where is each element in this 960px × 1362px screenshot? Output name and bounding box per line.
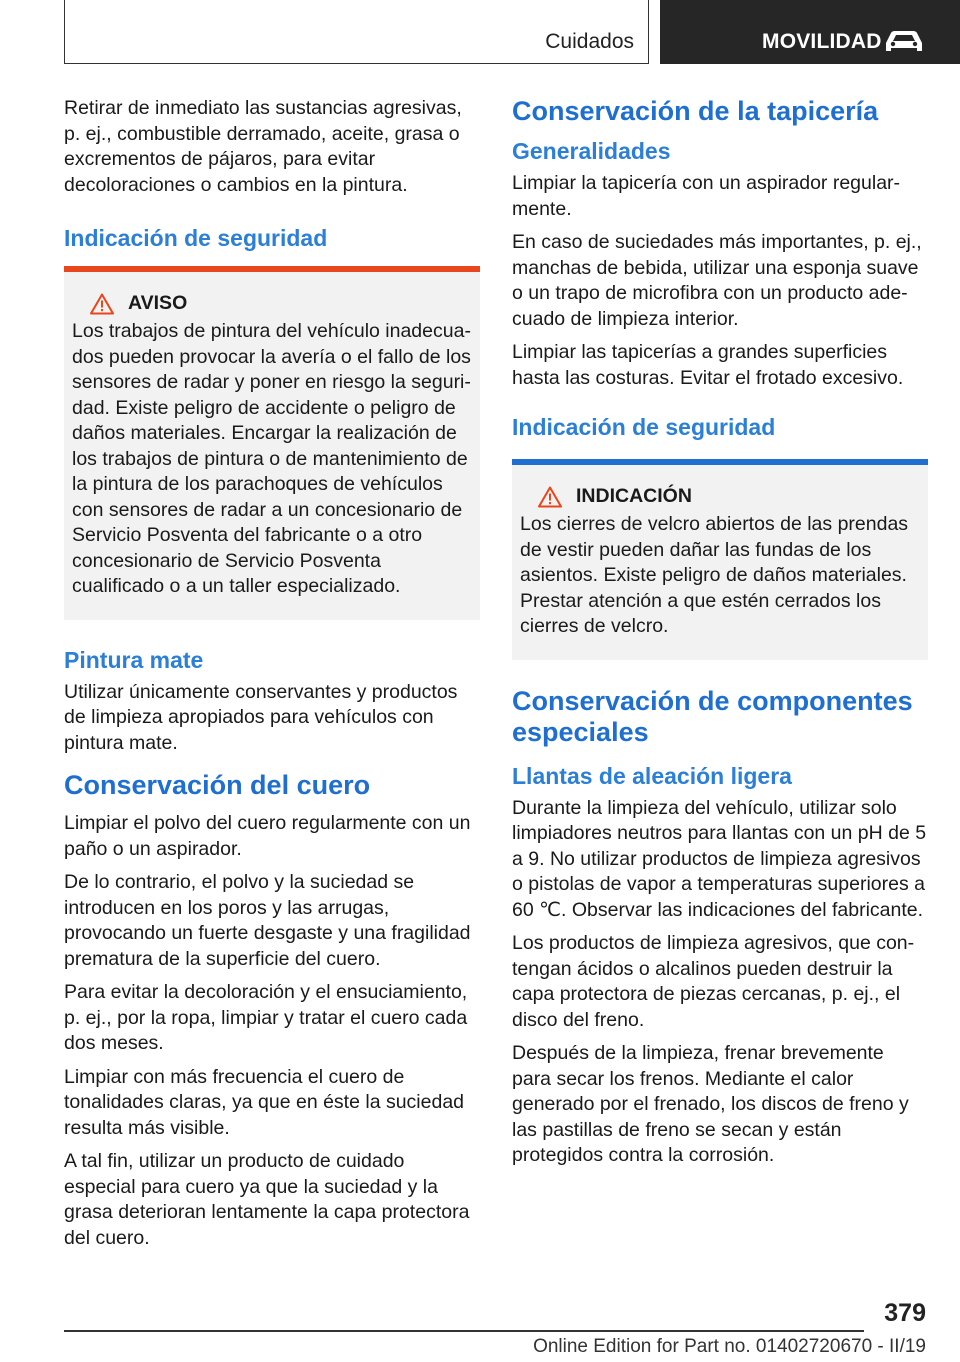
body-paragraph: Los productos de limpieza agresivos, que contengan ácidos o alcalinos pueden destruir la capa protectora de piezas cercanas, p. ej., el disco del freno. <box>512 932 915 1031</box>
notice-text: Los cierres de velcro abiertos de las prendas de vestir pueden dañar las fundas de los asientos. Existe peligro de daños materiales. Prestar atención a que estén cerrados los cierres de velcro. <box>520 513 909 637</box>
leather-heading: Conservación del cuero <box>64 770 371 800</box>
intro-paragraph: Retirar de inmediato las sustancias agresivas, p. ej., combustible derramado, aceite, grasa o excrementos de pájaros, para evitar decoloraciones o cambios en la pintura. <box>64 97 462 196</box>
edition-note: Online Edition for Part no. 01402720670 - II/19 <box>533 1336 926 1357</box>
footer-divider <box>64 1330 864 1332</box>
chapter-title: Cuidados <box>545 30 634 53</box>
warning-triangle-icon <box>538 486 562 508</box>
matte-heading: Pintura mate <box>64 646 204 673</box>
warning-label: AVISO <box>128 292 188 314</box>
chapter-tab <box>64 0 649 64</box>
matte-paragraph: Utilizar únicamente conservantes y productos de limpieza apropiados para vehículos con pintura mate. <box>64 680 458 754</box>
body-paragraph: Limpiar la tapicería con un aspirador regularmente. <box>512 172 901 220</box>
body-paragraph: Para evitar la decoloración y el ensuciamiento, p. ej., por la ropa, limpiar y tratar el cuero cada dos meses. <box>64 981 468 1054</box>
right-column <box>512 96 928 1177</box>
general-heading: Generalidades <box>512 138 671 164</box>
wheels-paragraphs <box>512 796 928 1169</box>
warning-text: Los trabajos de pintura del vehículo inadecuados pueden provocar la avería o el fallo de los sensores de radar y poner en riesgo la seguridad. Existe peligro de accidente o peligro de daños materiales. Encargar la realización de los trabajos de pintura o de mantenimiento de la pintura de los parachoques de vehículos con sensores de radar a un concesionario de Servicio Posventa del fabricante o a otro concesionario de Servicio Posventa cualificado o a un taller especializado. <box>72 320 471 597</box>
safety-heading-right: Indicación de seguridad <box>512 414 776 440</box>
page-number: 379 <box>884 1299 926 1327</box>
left-column <box>64 96 480 1259</box>
body-paragraph: Limpiar con más frecuencia el cuero de tonalidades claras, ya que en éste la suciedad resulta más visible. <box>64 1065 465 1139</box>
body-paragraph: Limpiar las tapicerías a grandes superficies hasta las costuras. Evitar el frotado excesivo. <box>512 341 904 389</box>
notice-label: INDICACIÓN <box>576 485 692 507</box>
body-paragraph: Después de la limpieza, frenar brevemente para secar los frenos. Mediante el calor generado por el frenado, los discos de freno y las pastillas de freno se secan y están protegidos contra la corrosión. <box>512 1042 909 1166</box>
leather-paragraphs <box>64 811 480 1251</box>
warning-triangle-icon <box>90 293 114 315</box>
section-title: MOVILIDAD <box>762 30 882 53</box>
general-paragraphs <box>512 171 928 391</box>
body-paragraph: Limpiar el polvo del cuero regularmente con un paño o un aspirador. <box>64 812 471 860</box>
body-paragraph: En caso de suciedades más importantes, p. ej., manchas de bebida, utilizar una esponja suave o un trapo de microfibra con un producto adecuado de limpieza interior. <box>512 231 922 330</box>
car-icon <box>882 27 926 55</box>
components-heading: Conservación de componentes especiales <box>512 685 913 747</box>
notice-box <box>512 459 928 660</box>
body-paragraph: A tal fin, utilizar un producto de cuidado especial para cuero ya que la suciedad y la grasa deterioran lentamente la capa protectora del cuero. <box>64 1150 470 1249</box>
body-paragraph: De lo contrario, el polvo y la suciedad se introducen en los poros y las arrugas, provocando un fuerte desgaste y una fragilidad prematura de la superficie del cuero. <box>64 871 471 970</box>
safety-heading-left: Indicación de seguridad <box>64 225 328 251</box>
upholstery-heading: Conservación de la tapicería <box>512 96 879 126</box>
body-paragraph: Durante la limpieza del vehículo, utilizar solo limpiadores neutros para llantas con un pH de 5 a 9. No utilizar productos de limpieza agresivos o pistolas de vapor a temperaturas superiores a 60 ℃. Observar las indicaciones del fabricante. <box>512 796 927 921</box>
wheels-heading: Llantas de aleación ligera <box>512 762 792 789</box>
section-tab <box>660 0 960 64</box>
warning-box <box>64 266 480 620</box>
